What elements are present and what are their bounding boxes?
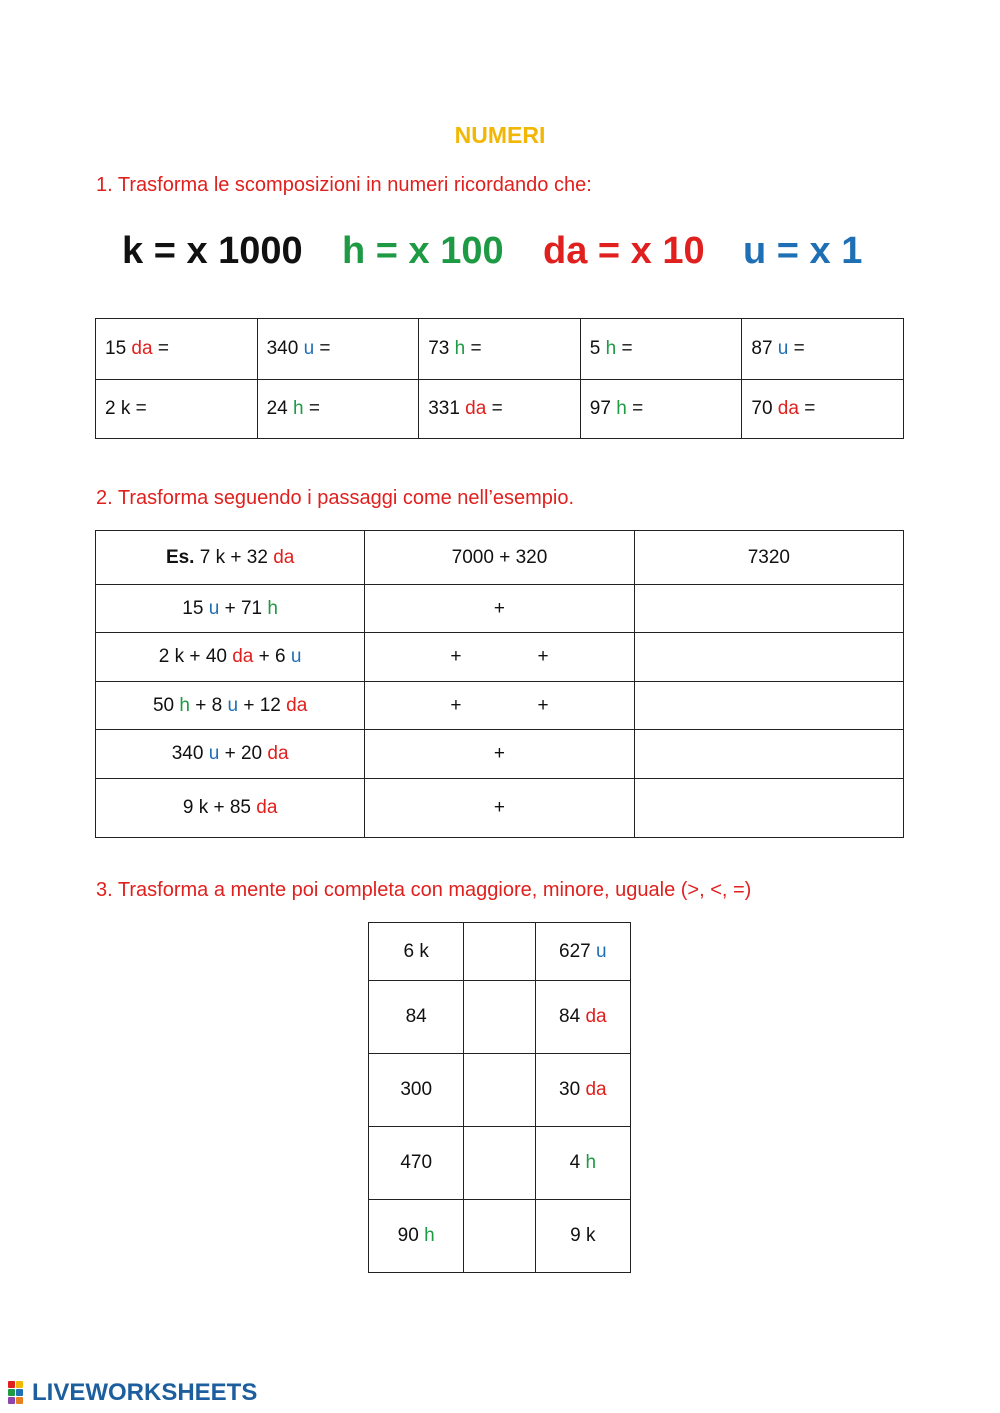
page-title: NUMERI <box>454 122 546 148</box>
unit-h: h <box>454 338 466 359</box>
conversion-cell[interactable] <box>257 380 419 439</box>
term-number: 5 <box>589 338 601 359</box>
logo-icon <box>8 1381 30 1405</box>
steps-expanded-input[interactable] <box>365 585 634 633</box>
term-number: 9 <box>182 797 194 818</box>
term-number: 12 <box>259 694 281 716</box>
unit-k: k <box>215 546 226 568</box>
term-number: 73 <box>428 338 450 359</box>
conversion-cell[interactable] <box>580 319 742 380</box>
term-number: 24 <box>266 398 288 419</box>
term-number: 84 <box>559 1006 581 1027</box>
term-number: 15 <box>105 338 127 359</box>
equals-sign: = <box>135 398 147 419</box>
comparison-row <box>369 1127 631 1200</box>
conversion-cell[interactable] <box>96 380 258 439</box>
term-number: 627 <box>559 940 591 962</box>
steps-expression: 15 u + 71 h <box>96 585 365 633</box>
comparison-right <box>535 1127 630 1200</box>
plus-sign: + <box>493 797 506 818</box>
plus-sign: + <box>493 743 506 764</box>
equals-sign: = <box>157 338 169 359</box>
unit-u: u <box>208 597 220 619</box>
term-number: 15 <box>182 597 204 619</box>
legend-k: k = x 1000 <box>122 230 303 272</box>
conversion-table <box>95 318 904 439</box>
unit-da: da <box>465 398 487 419</box>
comparison-left <box>369 981 464 1054</box>
section1-heading: 1. Trasforma le scomposizioni in numeri ricordando che: <box>96 174 592 196</box>
steps-row <box>96 682 904 730</box>
steps-expression: 2 k + 40 da + 6 u <box>96 633 365 682</box>
steps-row <box>96 779 904 838</box>
steps-row <box>96 585 904 633</box>
steps-result-input[interactable] <box>634 633 903 682</box>
term-number: 340 <box>266 338 299 359</box>
steps-table <box>95 530 904 838</box>
example-expression: Es. 7 k + 32 da <box>96 531 365 585</box>
term-number: 331 <box>428 398 460 419</box>
conversion-cell[interactable] <box>257 319 419 380</box>
comparison-right <box>535 1054 630 1127</box>
unit-u: u <box>208 743 220 764</box>
comparison-left <box>369 1200 464 1273</box>
example-row <box>96 531 904 585</box>
term-number: 85 <box>229 797 251 818</box>
unit-h: h <box>616 398 627 419</box>
comparison-row <box>369 1054 631 1127</box>
term-number: 30 <box>559 1079 581 1100</box>
comparison-sign-input[interactable] <box>464 981 535 1054</box>
term-number: 84 <box>405 1006 427 1027</box>
term-number: 2 <box>158 646 170 667</box>
unit-u: u <box>777 338 789 359</box>
unit-u: u <box>303 338 315 359</box>
liveworksheets-logo <box>8 1378 257 1408</box>
steps-expression: 340 u + 20 da <box>96 730 365 779</box>
unit-da: da <box>232 646 254 667</box>
comparison-sign-input[interactable] <box>464 923 535 981</box>
comparison-row <box>369 923 631 981</box>
conversion-row <box>96 380 904 439</box>
term-number: 7 <box>199 546 211 568</box>
equals-sign: = <box>308 398 320 419</box>
plus-sign: + <box>493 597 506 619</box>
steps-row <box>96 633 904 682</box>
unit-da: da <box>585 1079 607 1100</box>
conversion-cell[interactable] <box>742 380 904 439</box>
term-number: 6 <box>275 646 286 667</box>
plus-sign: + <box>537 646 549 667</box>
legend-h: h = x 100 <box>342 230 504 272</box>
section3-heading: 3. Trasforma a mente poi completa con maggiore, minore, uguale (>, <, =) <box>96 879 752 901</box>
equals-sign: = <box>793 338 805 359</box>
unit-k: k <box>174 646 185 667</box>
term-number: 50 <box>152 694 175 716</box>
steps-result-input[interactable] <box>634 730 903 779</box>
plus-sign: + <box>450 646 462 667</box>
comparison-right <box>535 981 630 1054</box>
unit-da: da <box>585 1006 607 1027</box>
unit-da: da <box>286 694 308 716</box>
example-result: 7320 <box>634 531 903 585</box>
unit-da: da <box>273 546 295 568</box>
steps-result-input[interactable] <box>634 585 903 633</box>
term-number: 20 <box>240 743 263 764</box>
comparison-sign-input[interactable] <box>464 1127 535 1200</box>
unit-da: da <box>777 398 799 419</box>
steps-expression: 50 h + 8 u + 12 da <box>96 682 365 730</box>
conversion-cell[interactable] <box>419 319 581 380</box>
term-number: 87 <box>751 338 773 359</box>
comparison-sign-input[interactable] <box>464 1054 535 1127</box>
example-expanded: 7000 + 320 <box>365 531 634 585</box>
example-prefix: Es. <box>165 546 195 568</box>
term-number: 300 <box>400 1079 433 1100</box>
equals-sign: = <box>491 398 503 419</box>
plus-sign: + <box>450 694 462 716</box>
unit-k: k <box>419 940 429 962</box>
comparison-table <box>368 922 631 1273</box>
conversion-cell[interactable] <box>580 380 742 439</box>
section2-heading: 2. Trasforma seguendo i passaggi come nell’esempio. <box>96 487 575 509</box>
unit-h: h <box>585 1152 597 1173</box>
steps-expanded-input[interactable] <box>365 779 634 838</box>
steps-result-input[interactable] <box>634 779 903 838</box>
unit-h: h <box>267 597 278 619</box>
legend-u: u = x 1 <box>743 230 863 272</box>
unit-k: k <box>120 398 131 419</box>
comparison-left <box>369 1127 464 1200</box>
term-number: 470 <box>400 1152 433 1173</box>
unit-h: h <box>293 398 304 419</box>
conversion-cell[interactable] <box>419 380 581 439</box>
unit-k: k <box>198 797 209 818</box>
comparison-right <box>535 923 630 981</box>
term-number: 9 <box>570 1225 581 1246</box>
equals-sign: = <box>804 398 816 419</box>
steps-expanded-input[interactable] <box>365 682 634 730</box>
term-number: 6 <box>403 940 415 962</box>
term-number: 340 <box>171 743 204 764</box>
unit-legend <box>0 230 1000 284</box>
comparison-sign-input[interactable] <box>464 1200 535 1273</box>
equals-sign: = <box>621 338 633 359</box>
unit-k: k <box>585 1225 596 1246</box>
footer-brand: LIVEWORKSHEETS <box>32 1379 258 1406</box>
legend-da: da = x 10 <box>543 230 705 272</box>
conversion-cell[interactable] <box>96 319 258 380</box>
unit-da: da <box>256 797 278 818</box>
unit-h: h <box>179 694 190 716</box>
steps-expanded-input[interactable] <box>365 730 634 779</box>
unit-h: h <box>424 1225 435 1246</box>
term-number: 97 <box>589 398 611 419</box>
term-number: 8 <box>211 694 223 716</box>
equals-sign: = <box>632 398 644 419</box>
equals-sign: = <box>470 338 482 359</box>
term-number: 40 <box>205 646 227 667</box>
term-number: 71 <box>240 597 263 619</box>
unit-da: da <box>267 743 289 764</box>
comparison-left <box>369 1054 464 1127</box>
term-number: 4 <box>569 1152 581 1173</box>
steps-result-input[interactable] <box>634 682 903 730</box>
term-number: 2 <box>105 398 116 419</box>
steps-expression: 9 k + 85 da <box>96 779 365 838</box>
unit-u: u <box>596 940 607 962</box>
conversion-cell[interactable] <box>742 319 904 380</box>
comparison-row <box>369 981 631 1054</box>
steps-expanded-input[interactable] <box>365 633 634 682</box>
comparison-row <box>369 1200 631 1273</box>
term-number: 32 <box>246 546 268 568</box>
comparison-left <box>369 923 464 981</box>
term-number: 70 <box>751 398 773 419</box>
term-number: 90 <box>397 1225 419 1246</box>
conversion-row <box>96 319 904 380</box>
steps-row <box>96 730 904 779</box>
equals-sign: = <box>319 338 331 359</box>
comparison-right <box>535 1200 630 1273</box>
plus-sign: + <box>537 694 549 716</box>
unit-u: u <box>227 694 239 716</box>
unit-da: da <box>131 338 153 359</box>
unit-h: h <box>605 338 617 359</box>
unit-u: u <box>290 646 302 667</box>
